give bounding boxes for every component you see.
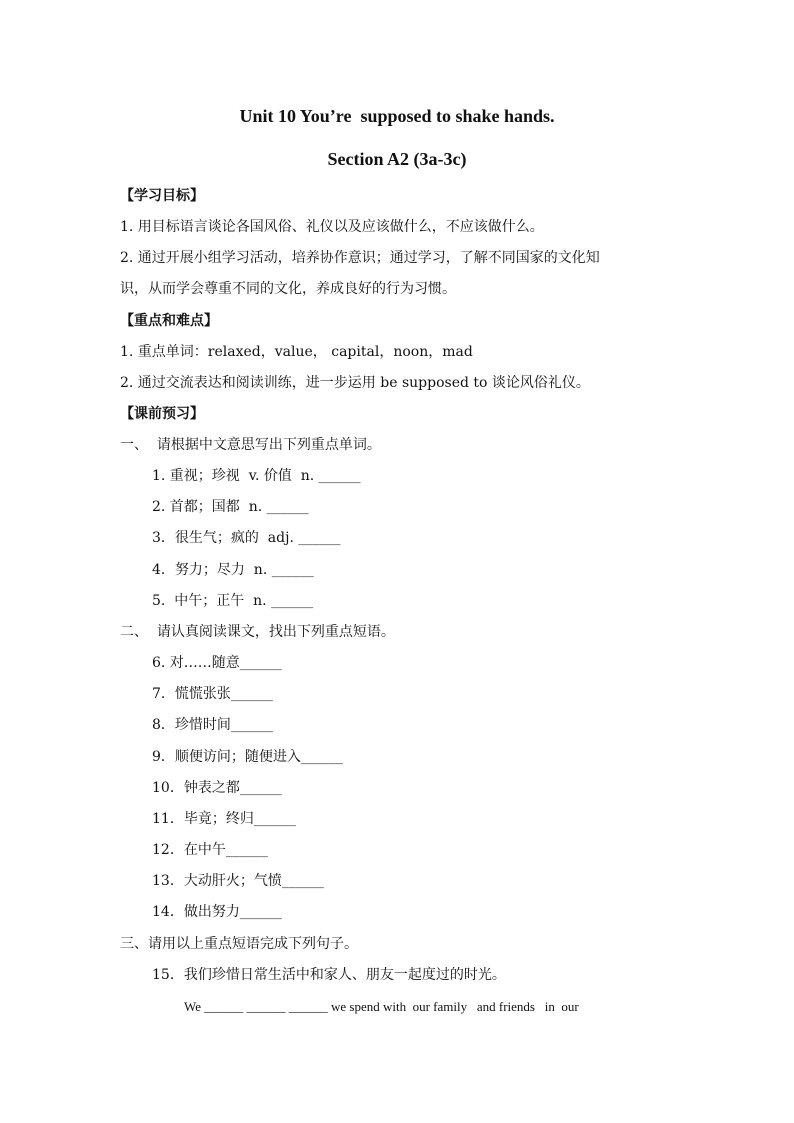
- part2-item-8: 8．珍惜时间______: [152, 717, 273, 733]
- objective-2-line-2: 识，从而学会尊重不同的文化，养成良好的行为习惯。: [120, 281, 456, 297]
- part3-item-15: 15．我们珍惜日常生活中和家人、朋友一起度过的时光。: [152, 967, 506, 983]
- part1-item-1: 1. 重视；珍视 v. 价值 n. ______: [152, 468, 361, 484]
- page-title: Unit 10 You’re supposed to shake hands.: [239, 106, 555, 126]
- part2-item-12: 12．在中午______: [152, 842, 268, 858]
- part2-item-6: 6. 对……随意______: [152, 655, 282, 671]
- part1-item-3: 3．很生气；疯的 adj. ______: [152, 530, 341, 546]
- keypoint-1: 1. 重点单词：relaxed，value， capital，noon，mad: [120, 344, 473, 360]
- part3-heading: 三、请用以上重点短语完成下列句子。: [120, 936, 358, 952]
- part2-item-11: 11．毕竟；终归______: [152, 811, 296, 827]
- part1-item-4: 4．努力；尽力 n. ______: [152, 562, 314, 578]
- keypoints-heading: 【重点和难点】: [120, 313, 218, 329]
- part2-item-13: 13．大动肝火；气愤______: [152, 873, 324, 889]
- part2-item-7: 7．慌慌张张______: [152, 686, 273, 702]
- part2-heading: 二、 请认真阅读课文，找出下列重点短语。: [120, 624, 395, 640]
- part1-item-5: 5. 中午；正午 n. ______: [152, 593, 314, 609]
- objective-2-line-1: 2. 通过开展小组学习活动，培养协作意识；通过学习，了解不同国家的文化知: [120, 250, 600, 266]
- part2-item-14: 14．做出努力______: [152, 904, 282, 920]
- preview-heading: 【课前预习】: [120, 406, 204, 422]
- objective-1: 1. 用目标语言谈论各国风俗、礼仪以及应该做什么，不应该做什么。: [120, 219, 544, 235]
- keypoint-2: 2. 通过交流表达和阅读训练，进一步运用 be supposed to 谈论风俗礼仪。: [120, 375, 590, 391]
- part1-item-2: 2. 首都；国都 n. ______: [152, 499, 309, 515]
- part1-heading: 一、 请根据中文意思写出下列重点单词。: [120, 437, 381, 453]
- part2-item-10: 10．钟表之都______: [152, 780, 282, 796]
- part3-item-15-english: We ______ ______ ______ we spend with our family and friends in our: [184, 999, 579, 1014]
- part2-item-9: 9．顺便访问；随便进入______: [152, 749, 343, 765]
- page-subtitle: Section A2 (3a-3c): [327, 149, 467, 169]
- objectives-heading: 【学习目标】: [120, 188, 204, 204]
